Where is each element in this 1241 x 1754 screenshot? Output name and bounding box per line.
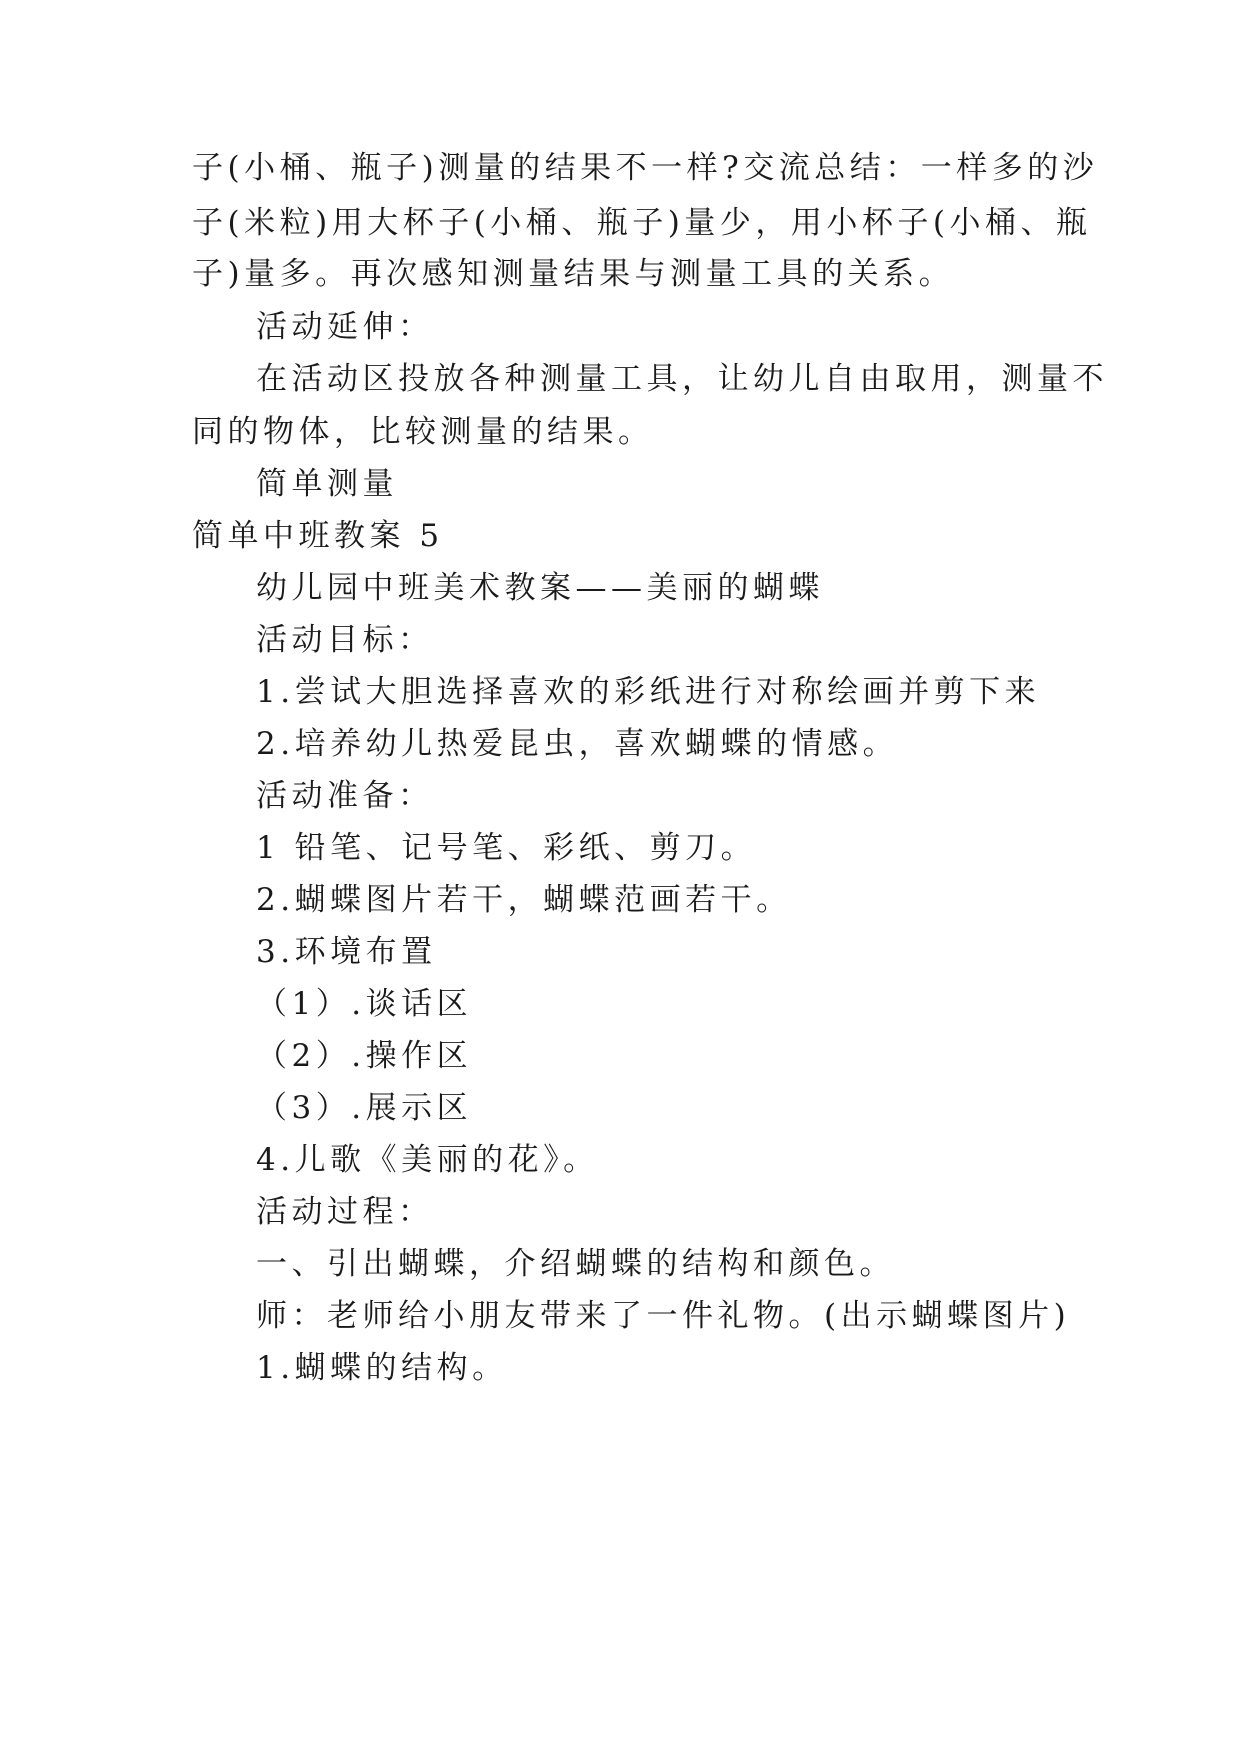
list-item: 2.培养幼儿热爱昆虫，喜欢蝴蝶的情感。 [256,726,899,762]
list-item: 1.尝试大胆选择喜欢的彩纸进行对称绘画并剪下来 [256,674,1041,710]
list-item: 3.环境布置 [256,934,437,970]
paragraph-line: 一、引出蝴蝶，介绍蝴蝶的结构和颜色。 [256,1246,895,1282]
list-subitem: （3）.展示区 [256,1090,473,1126]
document-title: 简单中班教案 5 [192,518,444,554]
list-subitem: （1）.谈话区 [256,986,473,1022]
list-subitem: （2）.操作区 [256,1038,473,1074]
paragraph-line: 子(米粒)用大杯子(小桶、瓶子)量少，用小杯子(小桶、瓶 [192,205,1092,241]
list-item: 2.蝴蝶图片若干，蝴蝶范画若干。 [256,882,792,918]
section-heading: 活动延伸： [256,309,434,345]
paragraph-line: 师：老师给小朋友带来了一件礼物。(出示蝴蝶图片) [256,1298,1071,1334]
paragraph-line: 简单测量 [256,466,398,502]
section-heading: 活动目标： [256,622,434,658]
list-item: 1.蝴蝶的结构。 [256,1350,508,1386]
list-item: 1 铅笔、记号笔、彩纸、剪刀。 [256,830,757,866]
paragraph-line: 同的物体，比较测量的结果。 [192,414,654,450]
lesson-title: 幼儿园中班美术教案——美丽的蝴蝶 [256,570,824,606]
section-heading: 活动准备： [256,778,434,814]
paragraph-line: 在活动区投放各种测量工具，让幼儿自由取用，测量不 [256,361,1108,397]
paragraph-line: 子(小桶、瓶子)测量的结果不一样?交流总结：一样多的沙 [192,150,1099,186]
list-item: 4.儿歌《美丽的花》。 [256,1142,599,1178]
paragraph-line: 子)量多。再次感知测量结果与测量工具的关系。 [192,256,955,292]
section-heading: 活动过程： [256,1194,434,1230]
